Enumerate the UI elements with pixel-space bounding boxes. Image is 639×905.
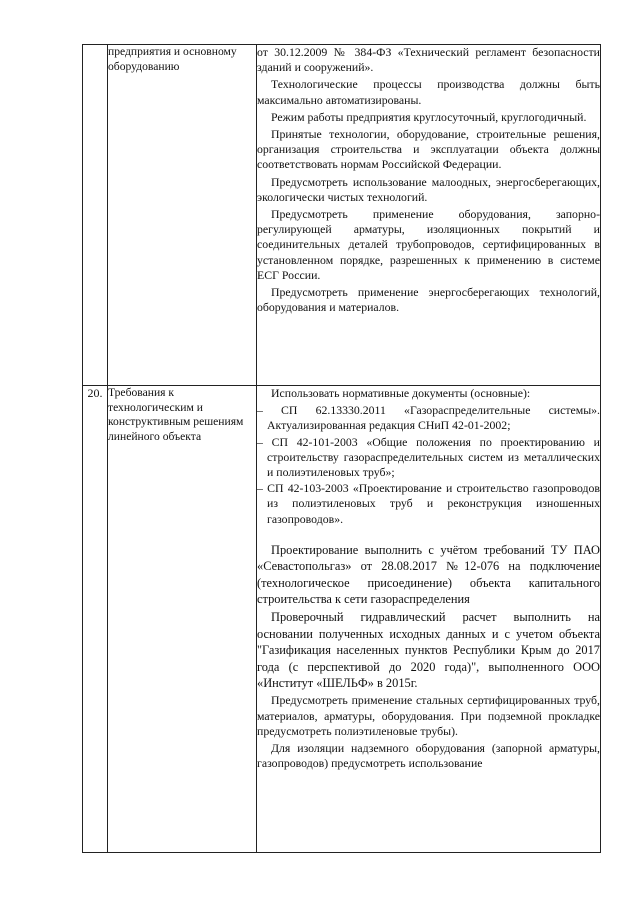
paragraph: Предусмотреть применение оборудования, запорно-регулирующей арматуры, изоляционных покрытий и соединительных деталей трубопроводов, сертифицированных в установленном порядке, разрешенных к применению в системе ЕСГ России. — [257, 207, 600, 282]
list-item: – СП 42-103-2003 «Проектирование и строительство газопроводов из полиэтиленовых труб и реконструкция изношенных газопроводов». — [257, 481, 600, 526]
row-number-cell — [83, 45, 108, 386]
list-intro: Использовать нормативные документы (основные): — [271, 386, 531, 400]
table-row — [83, 386, 601, 853]
list-item: – СП 42-101-2003 «Общие положения по проектированию и строительству газораспределительных систем из металлических и полиэтиленовых труб»; — [257, 434, 600, 480]
paragraph: от 30.12.2009 № 384-ФЗ «Технический регламент безопасности зданий и сооружений». — [257, 45, 600, 75]
requirements-table — [82, 44, 601, 853]
paragraph: Технологические процессы производства должны быть максимально автоматизированы. — [257, 77, 600, 107]
paragraph: Предусмотреть применение энергосберегающих технологий, оборудования и материалов. — [257, 285, 600, 315]
row-title: Требования к технологическим и конструктивным решениям линейного объекта — [108, 386, 257, 853]
spacer — [257, 528, 600, 542]
paragraph: Предусмотреть использование малоодных, энергосберегающих, экологически чистых технологий. — [257, 174, 600, 204]
list-item: – СП 62.13330.2011 «Газораспределительные системы». Актуализированная редакция СНиП 42-01-2002; — [257, 403, 600, 433]
paragraph: Предусмотреть применение стальных сертифицированных труб, материалов, арматуры, оборудования. При подземной прокладке предусмотреть полиэтиленовые трубы). — [257, 693, 600, 738]
row-title: предприятия и основному оборудованию — [108, 45, 257, 386]
row-number: 20. — [83, 386, 108, 853]
row-body — [257, 386, 601, 853]
paragraph: Режим работы предприятия круглосуточный, круглогодичный. — [271, 109, 587, 124]
table-row — [83, 45, 601, 386]
paragraph: Для изоляции надземного оборудования (запорной арматуры, газопроводов) предусмотреть использование — [257, 741, 600, 771]
row-body — [257, 45, 601, 386]
paragraph: Проектирование выполнить с учётом требований ТУ ПАО «Севастопольгаз» от 28.08.2017 №12-076 на подключение (технологическое присоединение) объекта капитального строительства к сети газораспределения — [257, 542, 600, 607]
paragraph: Проверочный гидравлический расчет выполнить на основании полученных исходных данных и с учетом объекта "Газификация населенных пунктов Республики Крым до 2017 года (с перспективой до 2020 года)", выполненного ООО «Институт «ШЕЛЬФ» в 2015г. — [257, 610, 600, 691]
paragraph: Принятые технологии, оборудование, строительные решения, организация строительства и эксплуатации объекта должны соответствовать нормам Российской Федерации. — [257, 127, 600, 172]
